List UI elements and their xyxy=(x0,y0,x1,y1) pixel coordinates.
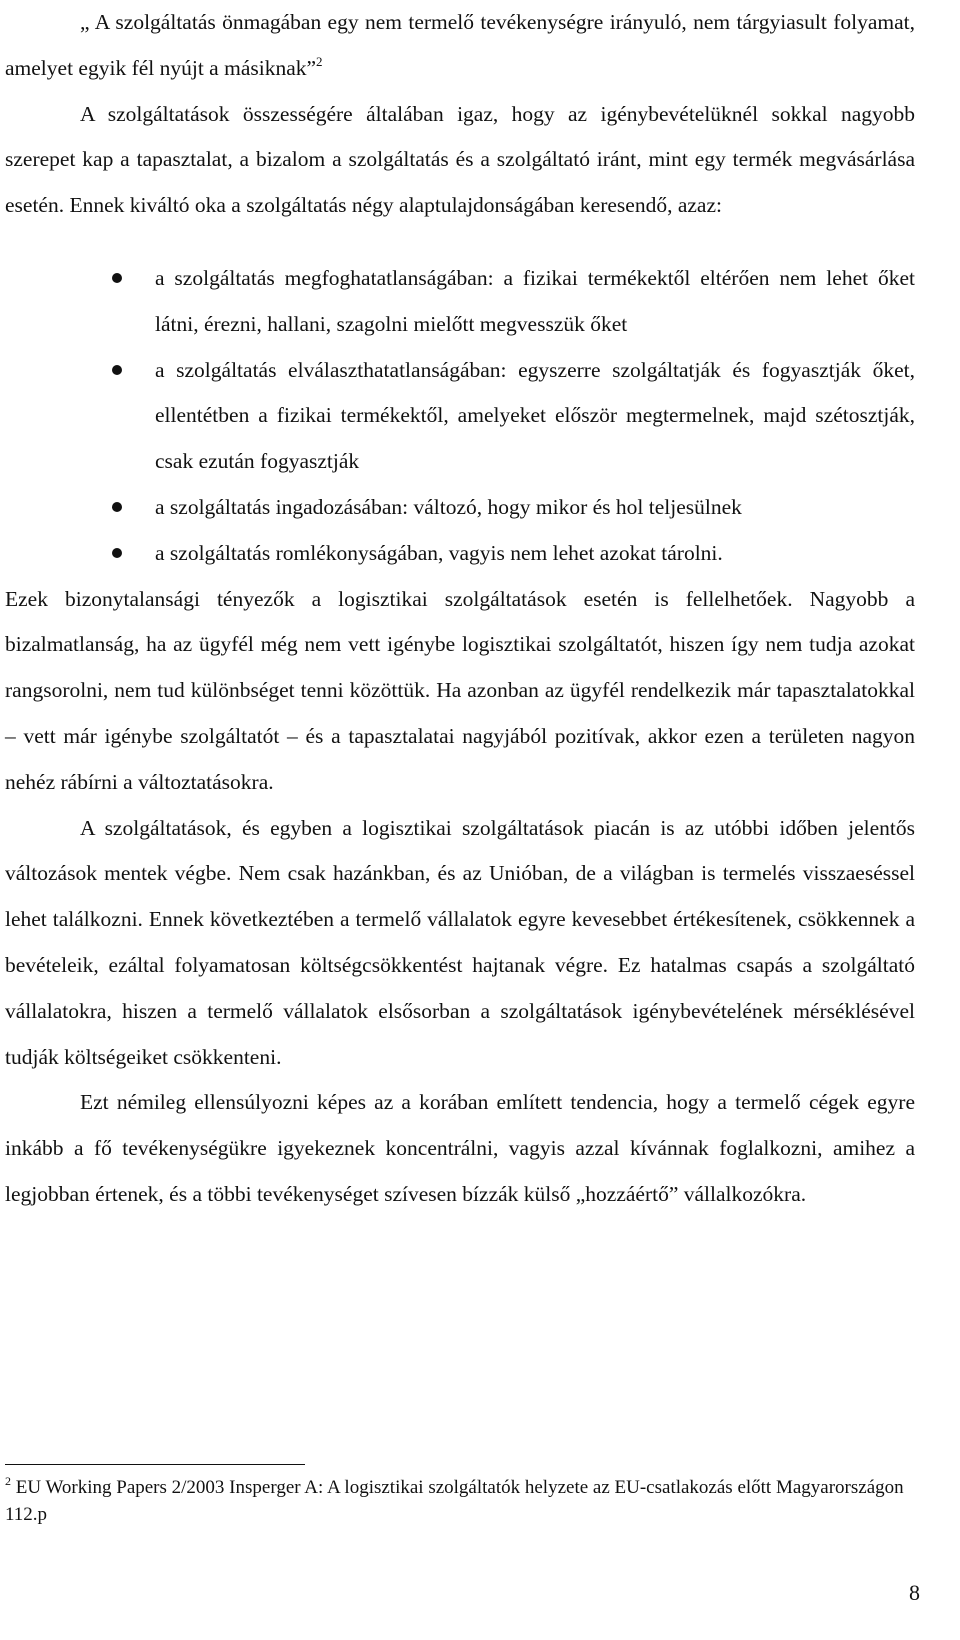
footnote xyxy=(5,1474,915,1528)
bullet-icon xyxy=(112,365,122,375)
quote-paragraph xyxy=(5,0,915,92)
paragraph-4: Ezt némileg ellensúlyozni képes az a korában említett tendencia, hogy a termelő cégek egyre inkább a fő tevékenységükre igyekeznek koncentrálni, vagyis azzal kívánnak foglalkozni, amihez a legjobban értenek, és a többi tevékenységet szívesen bízzák külső „hozzáértő” vállalkozókra. xyxy=(5,1090,915,1206)
bullet-icon xyxy=(112,273,122,283)
paragraph-2: Ezek bizonytalansági tényezők a logisztikai szolgáltatások esetén is fellelhetőek. Nagyobb a bizalmatlanság, ha az ügyfél még nem vett igénybe logisztikai szolgáltatót, hiszen így nem tudja azokat rangsorolni, nem tud különbséget tenni közöttük. Ha azonban az ügyfél rendelkezik már tapasztalatokkal – vett már igénybe szolgáltatót – és a tapasztalatai nagyjából pozitívak, akkor ezen a területen nagyon nehéz rábírni a változtatásokra. xyxy=(5,586,915,794)
document-page xyxy=(5,0,915,1218)
footnote-text: EU Working Papers 2/2003 Insperger A: A logisztikai szolgáltatók helyzete az EU-csatlakozás előtt Magyarországon 112.p xyxy=(5,1477,904,1525)
footnote-reference: 2 xyxy=(316,53,323,69)
footnote-divider xyxy=(5,1464,305,1465)
list-item xyxy=(5,256,915,348)
list-item xyxy=(5,348,915,485)
paragraph-1: A szolgáltatások összességére általában igaz, hogy az igénybevételüknél sokkal nagyobb szerepet kap a tapasztalat, a bizalom a szolgáltatás és a szolgáltató iránt, mint egy termék megvásárlása esetén. Ennek kiváltó oka a szolgáltatás négy alaptulajdonságában keresendő, azaz: xyxy=(5,101,915,218)
bullet-icon xyxy=(112,502,122,512)
page-number: 8 xyxy=(909,1580,920,1605)
paragraph-3: A szolgáltatások, és egyben a logisztikai szolgáltatások piacán is az utóbbi időben jelentős változások mentek végbe. Nem csak hazánkban, és az Unióban, de a világban is termelés visszaeséssel lehet találkozni. Ennek következtében a termelő vállalatok egyre kevesebbet értékesítenek, csökkennek a bevételeik, ezáltal folyamatosan költségcsökkentést hajtanak végre. Ez hatalmas csapás a szolgáltató vállalatokra, hiszen a termelő vállalatok elsősorban a szolgáltatások igénybevételének mérséklésével tudják költségeiket csökkenteni. xyxy=(5,815,915,1069)
list-item-text: a szolgáltatás megfoghatatlanságában: a fizikai termékektől eltérően nem lehet őket látni, érezni, hallani, szagolni mielőtt megvesszük őket xyxy=(155,265,915,336)
list-item xyxy=(5,485,915,531)
list-item-text: a szolgáltatás romlékonyságában, vagyis nem lehet azokat tárolni. xyxy=(155,540,723,565)
list-item-text: a szolgáltatás elválaszthatatlanságában: egyszerre szolgáltatják és fogyasztják őket, ellentétben a fizikai termékektől, amelyeket először megtermelnek, majd szétosztják, csak ezután fogyasztják xyxy=(155,357,915,474)
bullet-list xyxy=(5,256,915,577)
footnote-marker: 2 xyxy=(5,1474,11,1488)
list-item xyxy=(5,531,915,577)
bullet-icon xyxy=(112,548,122,558)
list-item-text: a szolgáltatás ingadozásában: változó, hogy mikor és hol teljesülnek xyxy=(155,494,742,519)
quote-text: „ A szolgáltatás önmagában egy nem termelő tevékenységre irányuló, nem tárgyiasult folyamat, amelyet egyik fél nyújt a másiknak” xyxy=(5,10,915,80)
